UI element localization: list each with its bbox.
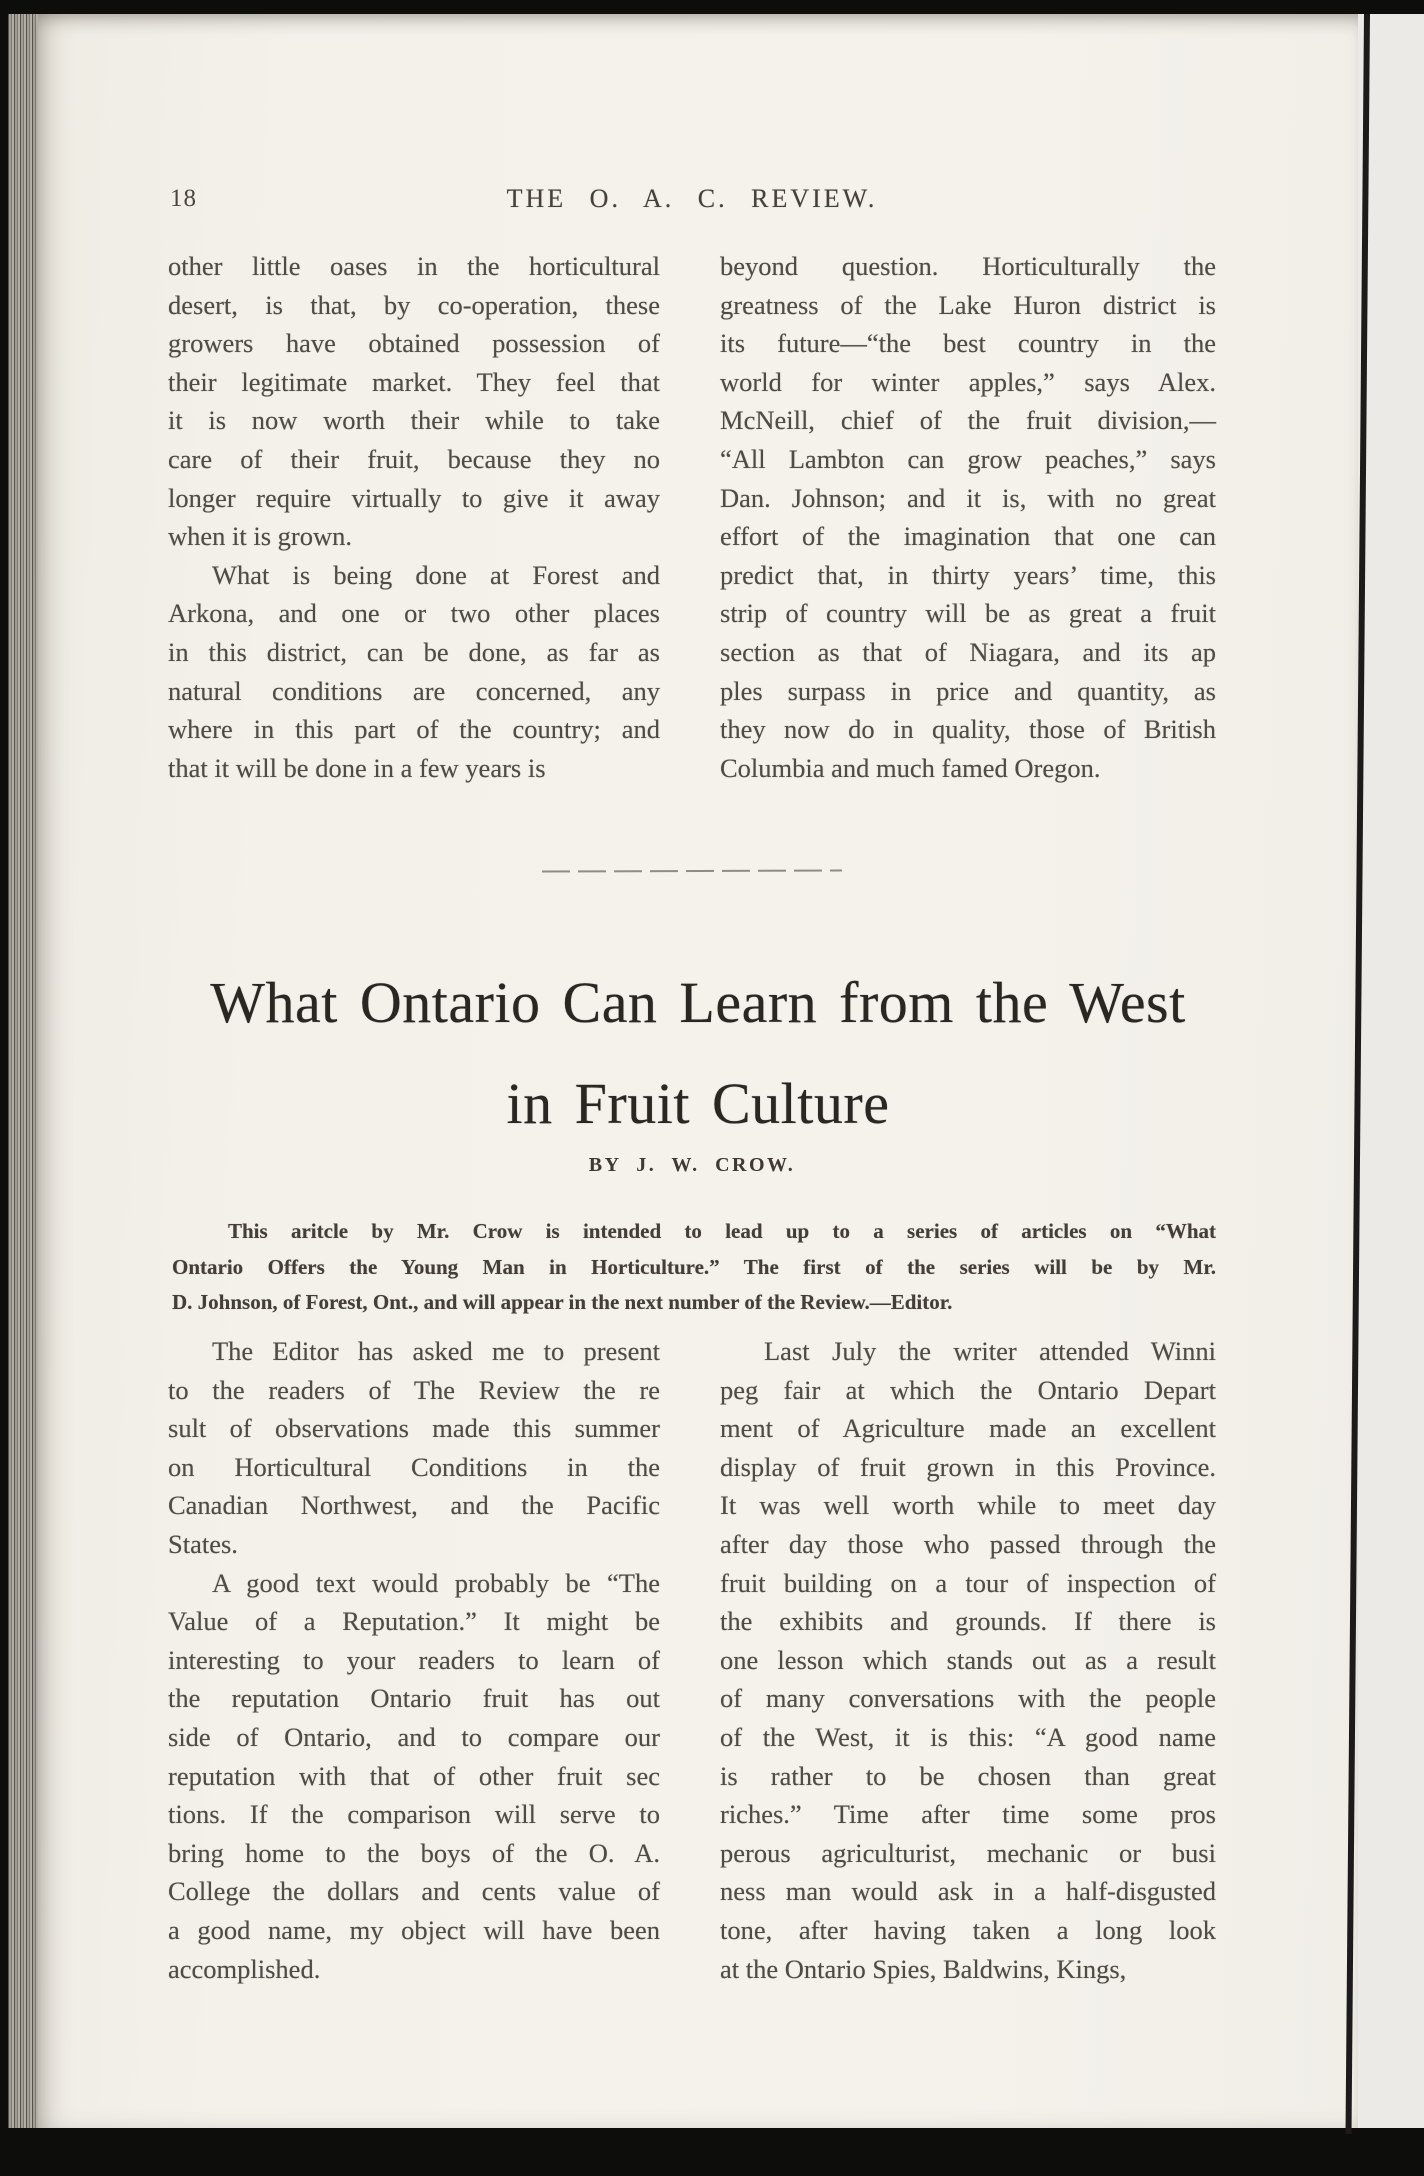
text-line: Arkona, and one or two other places [168,598,660,629]
text-line: McNeill, chief of the fruit division,— [720,405,1216,436]
paragraph [168,247,660,556]
text-line: riches.” Time after time some pros [720,1799,1216,1830]
text-line: after day those who passed through the [720,1528,1216,1559]
text-line: ness man would ask in a half-disgusted [720,1876,1216,1907]
paragraph [168,1564,660,1989]
text-line: fruit building on a tour of inspection of [720,1567,1216,1598]
text-line: strip of country will be as great a fruit [720,598,1216,629]
text-line: is rather to be chosen than great [720,1760,1216,1791]
text-line: sult of observations made this summer [168,1413,660,1444]
text-line: beyond question. Horticulturally the [720,251,1216,281]
text-line: What is being done at Forest and [212,559,660,590]
text-line: Columbia and much famed Oregon. [720,752,1101,783]
text-line: natural conditions are concerned, any [168,675,660,706]
text-line: Last July the writer attended Winni [764,1336,1216,1366]
text-line: tions. If the comparison will serve to [168,1799,660,1830]
text-line: reputation with that of other fruit sec [168,1760,660,1791]
article-title [38,952,1358,1154]
article-columns [168,1332,1216,1988]
text-line: tone, after having taken a long look [720,1914,1216,1945]
text-line: side of Ontario, and to compare our [168,1721,660,1752]
text-line: greatness of the Lake Huron district is [720,289,1216,320]
article-title-line2: in Fruit Culture [506,1071,890,1136]
text-line: they now do in quality, those of British [720,714,1216,745]
text-line: where in this part of the country; and [168,714,660,745]
text-line: ples surpass in price and quantity, as [720,675,1216,706]
text-line: of the West, it is this: “A good name [720,1721,1216,1752]
book-binding-edge [8,14,38,2128]
right-column [720,247,1216,787]
article-byline: BY J. W. CROW. [588,1154,796,1176]
left-column [168,247,660,787]
text-line: Value of a Reputation.” It might be [168,1606,660,1637]
text-line: The Editor has asked me to present [212,1336,660,1366]
text-line: to the readers of The Review the re [168,1374,660,1405]
text-line: This aritcle by Mr. Crow is intended to lead up to a series of articles on “What [228,1219,1216,1243]
text-line: in this district, can be done, as far as [168,636,660,667]
text-line: It was well worth while to meet day [720,1490,1216,1521]
editor-note [172,1214,1216,1321]
paragraph [172,1214,1216,1321]
text-line: desert, is that, by co-operation, these [168,289,660,320]
text-line: their legitimate market. They feel that [168,366,660,397]
text-line: other little oases in the horticultural [168,251,660,281]
text-line: Dan. Johnson; and it is, with no great [720,482,1216,513]
page-header [168,184,1216,214]
text-line: States. [168,1528,238,1559]
paragraph [168,556,660,788]
text-line: Ontario Offers the Young Man in Horticulture.” The first of the series will be by Mr. [172,1254,1216,1279]
text-line: D. Johnson, of Forest, Ont., and will appear in the next number of the Review.—Editor. [172,1290,953,1314]
text-line: the reputation Ontario fruit has out [168,1683,660,1714]
text-line: perous agriculturist, mechanic or busi [720,1837,1216,1868]
text-line: section as that of Niagara, and its ap [720,636,1216,667]
text-line: at the Ontario Spies, Baldwins, Kings, [720,1953,1127,1984]
adjacent-page-edge [1358,14,1424,2128]
paragraph [720,1332,1216,1988]
text-line: ment of Agriculture made an excellent [720,1413,1216,1444]
text-line: a good name, my object will have been [168,1914,660,1945]
text-line: peg fair at which the Ontario Depart [720,1374,1216,1405]
magazine-page [38,14,1358,2128]
section-divider [542,869,842,872]
article-title-line1: What Ontario Can Learn from the West [210,970,1186,1035]
text-line: world for winter apples,” says Alex. [720,366,1216,397]
text-line: it is now worth their while to take [168,405,660,436]
paragraph [720,247,1216,787]
text-line: predict that, in thirty years’ time, this [720,559,1216,590]
text-line: display of fruit grown in this Province. [720,1451,1216,1482]
text-line: A good text would probably be “The [212,1567,660,1598]
text-line: one lesson which stands out as a result [720,1644,1216,1675]
text-line: College the dollars and cents value of [168,1876,660,1907]
text-line: growers have obtained possession of [168,328,660,359]
journal-title: THE O. A. C. REVIEW. [506,184,878,213]
text-line: accomplished. [168,1953,321,1984]
text-line: the exhibits and grounds. If there is [720,1606,1216,1637]
right-column [720,1332,1216,1988]
text-line: that it will be done in a few years is [168,752,546,783]
text-line: of many conversations with the people [720,1683,1216,1714]
continued-article-columns [168,247,1216,787]
page-number: 18 [170,185,197,212]
text-line: its future—“the best country in the [720,328,1216,359]
text-line: Canadian Northwest, and the Pacific [168,1490,660,1521]
text-line: bring home to the boys of the O. A. [168,1837,660,1868]
paragraph [168,1332,660,1564]
text-line: on Horticultural Conditions in the [168,1451,660,1482]
left-column [168,1332,660,1988]
text-line: interesting to your readers to learn of [168,1644,660,1675]
text-line: longer require virtually to give it away [168,482,660,513]
text-line: when it is grown. [168,521,353,552]
text-line: care of their fruit, because they no [168,443,660,474]
text-line: “All Lambton can grow peaches,” says [720,443,1216,474]
text-line: effort of the imagination that one can [720,521,1216,552]
